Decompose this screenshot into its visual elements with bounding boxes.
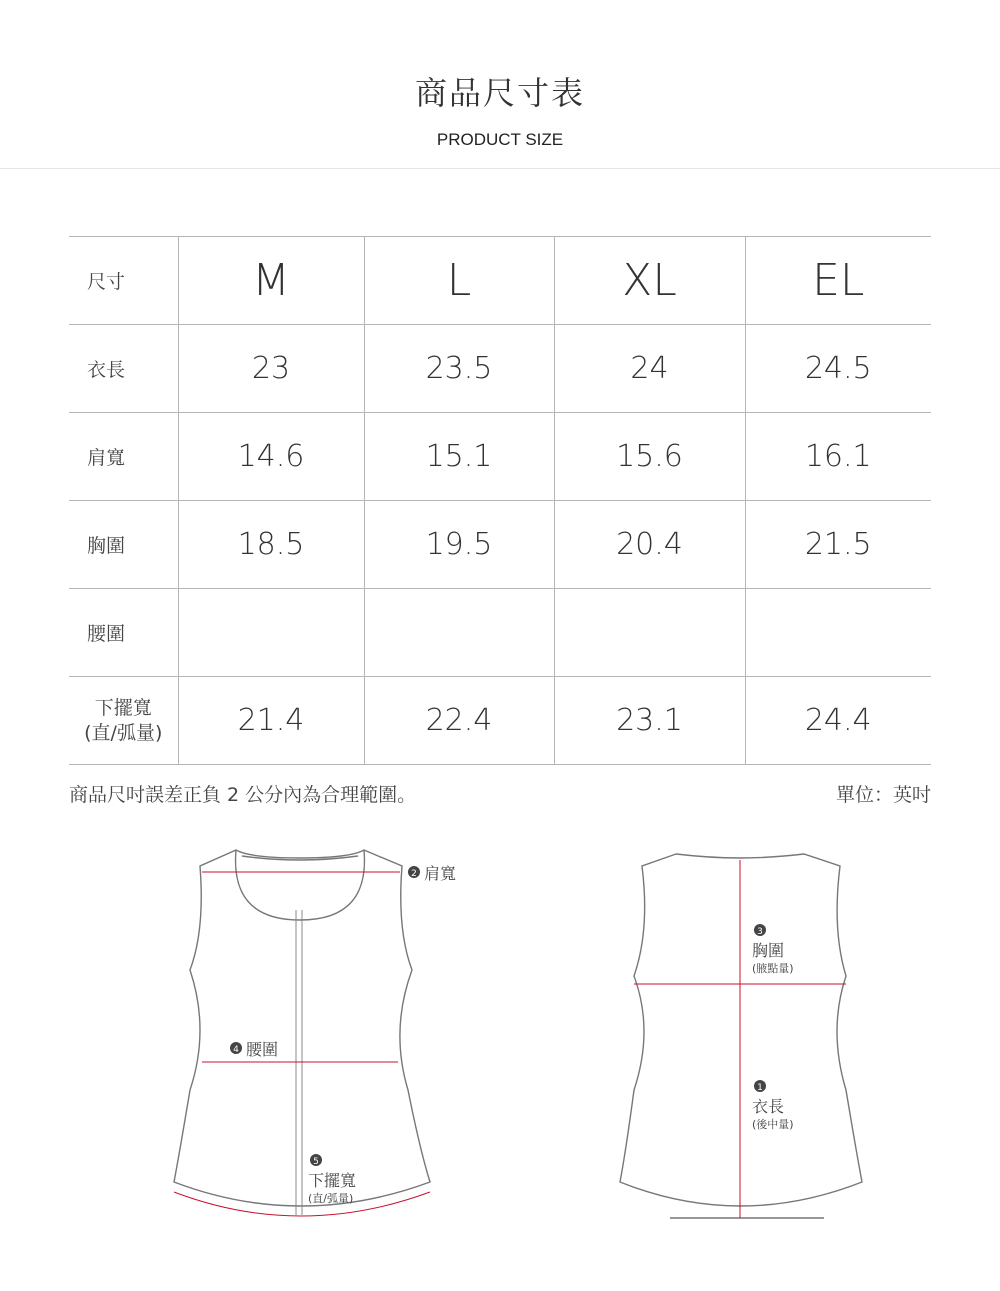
hem-label bbox=[308, 1154, 356, 1205]
corner-label: 尺寸 bbox=[69, 237, 178, 325]
table-cell: 21.4 bbox=[178, 677, 364, 765]
table-cell: 20.4 bbox=[554, 501, 745, 589]
size-header-xl: XL bbox=[554, 237, 745, 325]
row-label: 肩寬 bbox=[69, 413, 178, 501]
table-cell: 16.1 bbox=[745, 413, 931, 501]
size-header-l: L bbox=[364, 237, 554, 325]
row-label: 衣長 bbox=[69, 325, 178, 413]
table-cell: 24.5 bbox=[745, 325, 931, 413]
back-garment-outline bbox=[620, 854, 862, 1206]
table-row bbox=[69, 677, 931, 765]
shoulder-label bbox=[408, 864, 456, 883]
svg-text:腰圍: 腰圍 bbox=[246, 1040, 279, 1059]
table-cell bbox=[364, 589, 554, 677]
table-cell: 18.5 bbox=[178, 501, 364, 589]
page-header bbox=[0, 0, 1000, 169]
svg-text:胸圍: 胸圍 bbox=[752, 941, 785, 960]
front-view-diagram bbox=[150, 830, 470, 1230]
table-cell: 21.5 bbox=[745, 501, 931, 589]
table-row bbox=[69, 501, 931, 589]
table-cell: 23.1 bbox=[554, 677, 745, 765]
row-label-sub: (直/弧量) bbox=[84, 721, 163, 744]
table-cell: 14.6 bbox=[178, 413, 364, 501]
table-row bbox=[69, 325, 931, 413]
table-row bbox=[69, 589, 931, 677]
page-subtitle: PRODUCT SIZE bbox=[436, 130, 564, 149]
table-cell bbox=[745, 589, 931, 677]
row-label bbox=[69, 677, 178, 765]
table-cell bbox=[554, 589, 745, 677]
size-table bbox=[69, 236, 931, 765]
chest-label bbox=[752, 924, 794, 975]
size-header-el: EL bbox=[745, 237, 931, 325]
table-cell: 22.4 bbox=[364, 677, 554, 765]
waist-label bbox=[230, 1040, 278, 1059]
svg-text:(腋點量): (腋點量) bbox=[752, 962, 794, 975]
tolerance-note: 商品尺吋誤差正負 2 公分內為合理範圍。 bbox=[69, 784, 417, 806]
table-row bbox=[69, 237, 931, 325]
svg-text:1: 1 bbox=[757, 1083, 763, 1093]
row-label: 胸圍 bbox=[69, 501, 178, 589]
svg-text:5: 5 bbox=[313, 1157, 319, 1167]
table-cell: 24.4 bbox=[745, 677, 931, 765]
table-row bbox=[69, 413, 931, 501]
table-cell bbox=[178, 589, 364, 677]
svg-text:(後中量): (後中量) bbox=[752, 1118, 794, 1131]
row-label: 腰圍 bbox=[69, 589, 178, 677]
table-cell: 19.5 bbox=[364, 501, 554, 589]
table-cell: 23.5 bbox=[364, 325, 554, 413]
table-cell: 15.6 bbox=[554, 413, 745, 501]
size-header-m: M bbox=[178, 237, 364, 325]
unit-label: 單位：英吋 bbox=[835, 784, 931, 806]
svg-text:4: 4 bbox=[233, 1045, 239, 1055]
svg-text:衣長: 衣長 bbox=[752, 1097, 785, 1116]
svg-text:2: 2 bbox=[411, 869, 417, 879]
back-view-diagram bbox=[600, 830, 880, 1230]
svg-text:下擺寬: 下擺寬 bbox=[308, 1171, 357, 1190]
table-cell: 24 bbox=[554, 325, 745, 413]
svg-text:(直/弧量): (直/弧量) bbox=[308, 1192, 354, 1205]
svg-text:3: 3 bbox=[757, 927, 763, 937]
table-cell: 23 bbox=[178, 325, 364, 413]
row-label-main: 下擺寬 bbox=[94, 696, 152, 719]
table-cell: 15.1 bbox=[364, 413, 554, 501]
svg-text:肩寬: 肩寬 bbox=[424, 864, 457, 883]
page-title: 商品尺寸表 bbox=[414, 74, 585, 112]
length-label bbox=[752, 1080, 794, 1131]
